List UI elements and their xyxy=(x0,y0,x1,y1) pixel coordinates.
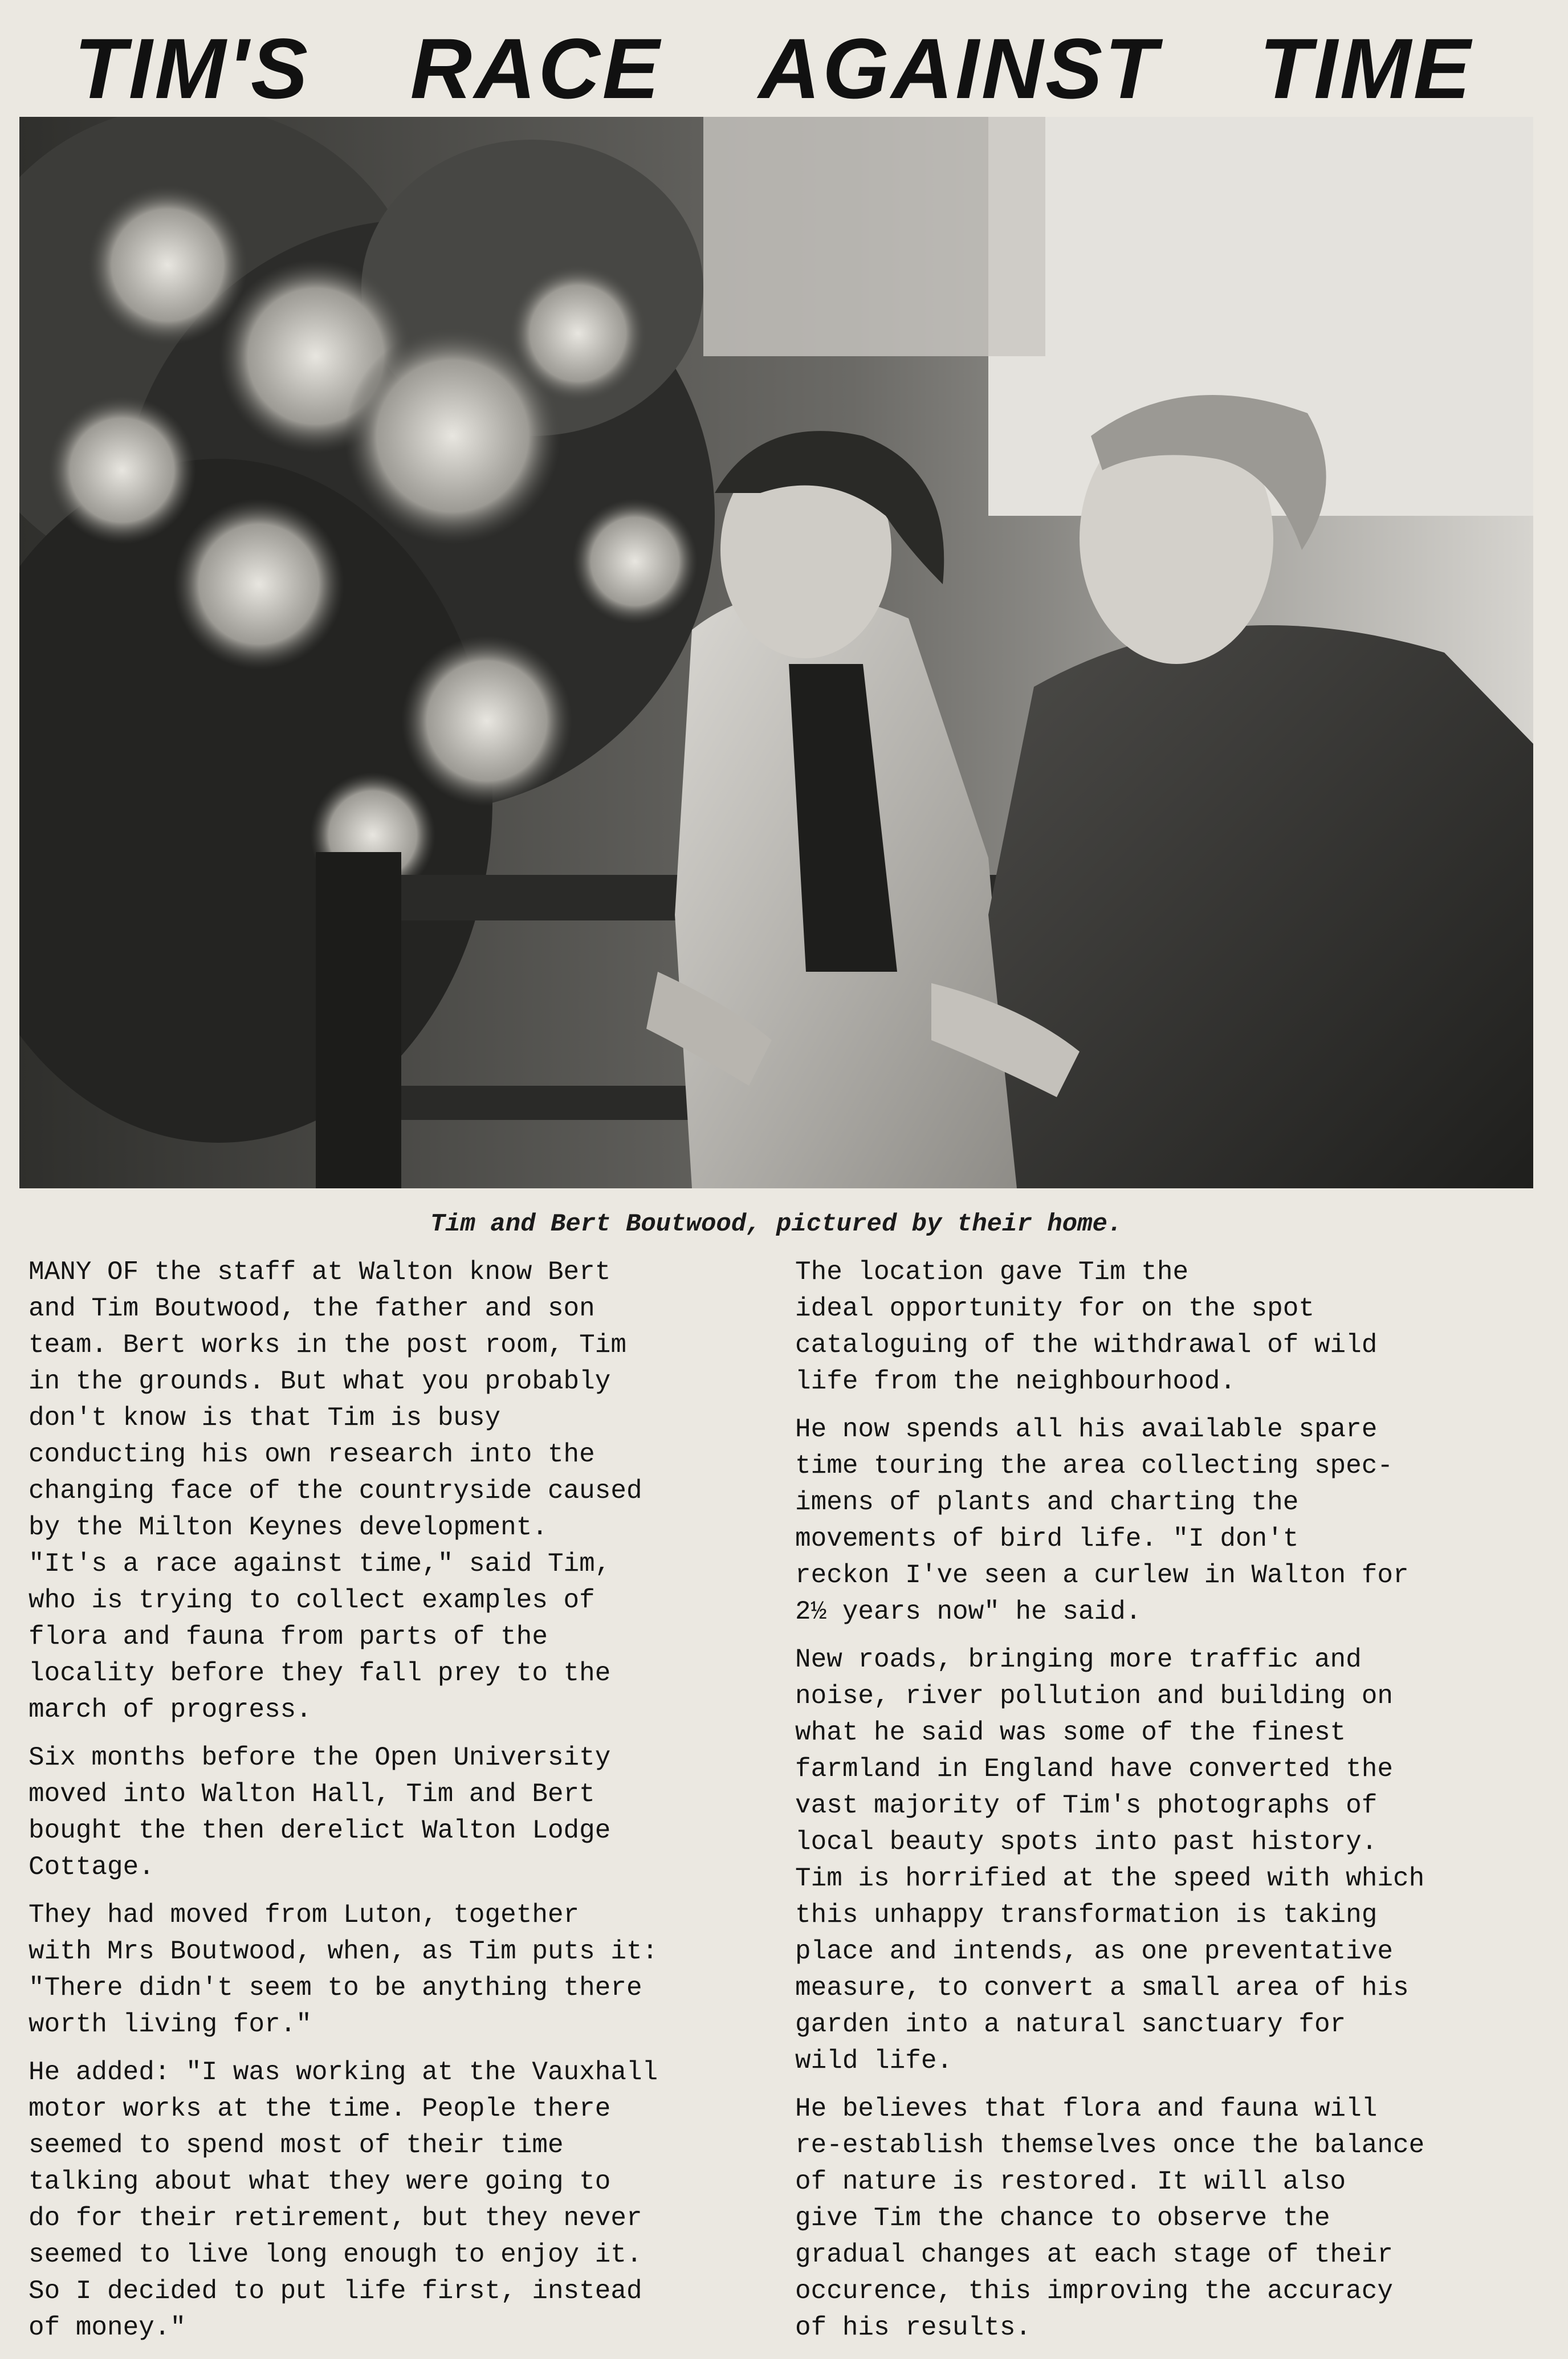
paragraph: The location gave Tim the ideal opportunity for on the spot cataloguing of the withdrawal of wild life from the neighbourhood. xyxy=(795,1257,1378,1396)
paragraph: Six months before the Open University moved into Walton Hall, Tim and Bert bought the then derelict Walton Lodge Cottage. xyxy=(28,1743,611,1882)
paragraph: He believes that flora and fauna will re-establish themselves once the balance of nature is restored. It will also give Tim the chance to observe the gradual changes at each stage of their occurence, this improving the accuracy of his results. xyxy=(795,2094,1425,2342)
headline: TIM'S RACE AGAINST TIME xyxy=(74,21,1473,116)
paragraph: They had moved from Luton, together with Mrs Boutwood, when, as Tim puts it: "There didn't seem to be anything there worth living for." xyxy=(28,1900,658,2039)
paragraph: New roads, bringing more traffic and noise, river pollution and building on what he said was some of the finest farmland in England have converted the vast majority of Tim's photographs of local beauty spots into past history. Tim is horrified at the speed with which this unhappy transformation is taking place and intends, as one preventative measure, to convert a small area of his garden into a natural sanctuary for wild life. xyxy=(795,1645,1425,2076)
photo-caption: Tim and Bert Boutwood, pictured by their home. xyxy=(430,1210,1123,1238)
paragraph: He now spends all his available spare time touring the area collecting spec- imens of plants and charting the movements of bird life. "I don't reckon I've seen a curlew in Walton for 2½ years now" he said. xyxy=(795,1415,1409,1627)
paragraph: He added: "I was working at the Vauxhall motor works at the time. People there seemed to spend most of their time talking about what they were going to do for their retirement, but they never seemed to live long enough to enjoy it. So I decided to put life first, instead of money." xyxy=(28,2057,658,2342)
paragraph: MANY OF the staff at Walton know Bert and Tim Boutwood, the father and son team. Bert works in the post room, Tim in the grounds. But what you probably don't know is that Tim is busy conducting his own research into the changing face of the countryside caused by the Milton Keynes development. "It's a race against time," said Tim, who is trying to collect examples of flora and fauna from parts of the locality before they fall prey to the march of progress. xyxy=(28,1257,642,1725)
photo-illustration xyxy=(19,117,1533,1188)
right-column xyxy=(795,1254,1547,2354)
photo xyxy=(19,117,1533,1188)
left-column xyxy=(28,1254,775,2354)
